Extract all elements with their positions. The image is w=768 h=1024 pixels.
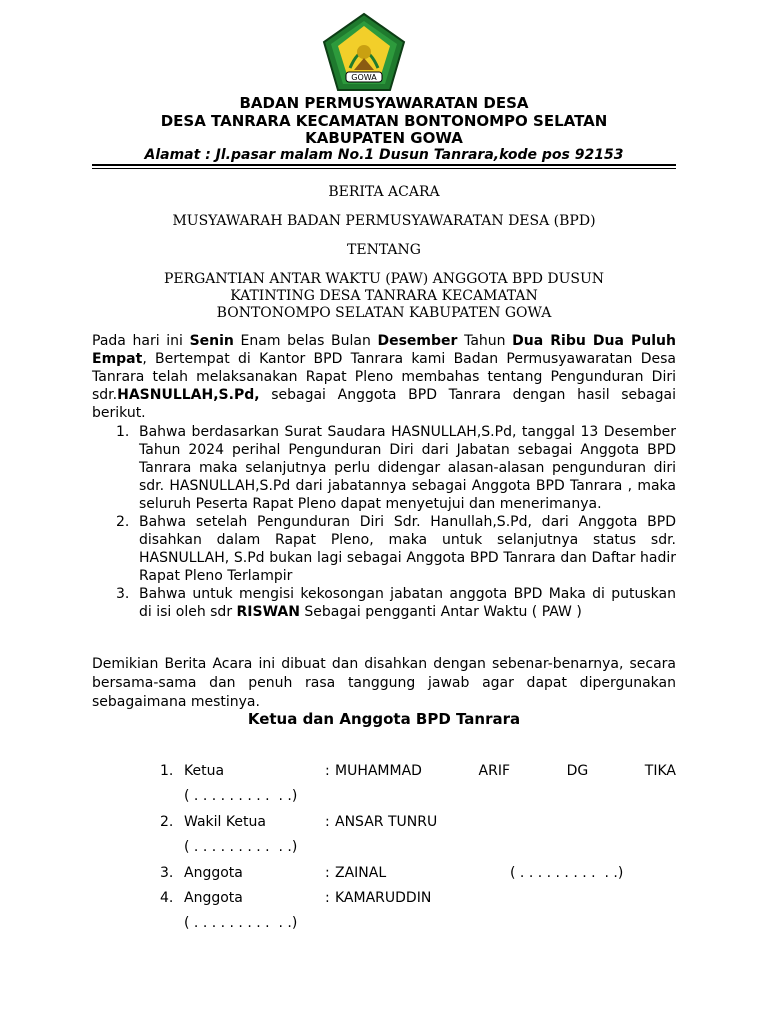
header-address: Alamat : Jl.pasar malam No.1 Dusun Tanrara,kode pos 92153: [144, 147, 624, 163]
signature-line: ( . . . . . . . . . . .): [184, 788, 298, 804]
name-part: TIKA: [644, 763, 676, 779]
decision-list: [92, 423, 676, 621]
doc-topic-line-1: PERGANTIAN ANTAR WAKTU (PAW) ANGGOTA BPD DUSUN: [163, 271, 605, 287]
header-line-2: DESA TANRARA KECAMATAN BONTONOMPO SELATAN: [160, 112, 608, 130]
signature-number: 4.: [160, 890, 174, 906]
header-line-1: BADAN PERMUSYAWARATAN DESA: [239, 94, 529, 112]
signature-colon: :: [325, 890, 330, 906]
signature-line: ( . . . . . . . . . . .): [184, 839, 298, 855]
list-item-number: 1.: [116, 424, 130, 440]
doc-title: BERITA ACARA: [328, 184, 440, 200]
name-part: MUHAMMAD: [335, 763, 422, 779]
signature-title: Ketua dan Anggota BPD Tanrara: [247, 710, 521, 728]
signature-role: Anggota: [184, 865, 243, 881]
intro-text-1: Pada hari ini: [92, 333, 190, 349]
intro-person: HASNULLAH,S.Pd,: [117, 387, 260, 403]
intro-paragraph: [92, 332, 676, 422]
list-item: [92, 513, 676, 585]
doc-tentang: TENTANG: [347, 242, 421, 258]
list-item-name: RISWAN: [236, 604, 300, 620]
signature-line: ( . . . . . . . . . . .): [510, 865, 624, 881]
name-part: ARIF: [478, 763, 511, 779]
intro-text-4: , Bertempat di Kantor BPD Tanrara kami Badan Permusyawaratan Desa Tanrara telah melaksanakan Rapat Pleno membahas tentang Pengunduran Diri sdr.: [92, 351, 676, 403]
logo-text: GOWA: [351, 73, 377, 82]
header-divider-thick: [92, 164, 676, 166]
intro-text-3: Tahun: [457, 333, 513, 349]
signature-colon: :: [325, 865, 330, 881]
name-part: DG: [566, 763, 589, 779]
list-item-text: Bahwa untuk mengisi kekosongan jabatan anggota BPD Maka di putuskan di isi oleh sdr: [139, 586, 676, 620]
gowa-emblem-logo: [320, 12, 408, 94]
signature-number: 3.: [160, 865, 174, 881]
signature-name: KAMARUDDIN: [335, 890, 432, 906]
signature-role: Wakil Ketua: [184, 814, 266, 830]
signature-number: 2.: [160, 814, 174, 830]
closing-paragraph: Demikian Berita Acara ini dibuat dan disahkan dengan sebenar-benarnya, secara bersama-sama dan penuh rasa tanggung jawab agar dapat dipergunakan sebagaimana mestinya.: [92, 656, 676, 710]
signature-number: 1.: [160, 763, 174, 779]
signature-line: ( . . . . . . . . . . .): [184, 915, 298, 931]
intro-text-5: sebagai Anggota BPD Tanrara dengan hasil sebagai berikut.: [92, 387, 676, 421]
signature-role: Anggota: [184, 890, 243, 906]
intro-text-2: Enam belas Bulan: [233, 333, 378, 349]
intro-month: Desember: [377, 333, 458, 349]
intro-year: Dua Ribu Dua Puluh Empat: [92, 333, 676, 367]
list-item-number: 3.: [116, 586, 130, 602]
list-item: [92, 423, 676, 513]
signature-colon: :: [325, 763, 330, 779]
doc-topic-line-3: BONTONOMPO SELATAN KABUPATEN GOWA: [216, 305, 552, 321]
signature-name: ZAINAL: [335, 865, 387, 881]
signature-name: [335, 762, 676, 780]
header-divider-thin: [92, 168, 676, 169]
signature-role: Ketua: [184, 763, 225, 779]
signature-name: ANSAR TUNRU: [335, 814, 438, 830]
signature-colon: :: [325, 814, 330, 830]
list-item-text: Bahwa berdasarkan Surat Saudara HASNULLAH,S.Pd, tanggal 13 Desember Tahun 2024 perihal Pengunduran Diri dari Jabatan sebagai Anggota BPD Tanrara maka selanjutnya perlu didengar alasan-alasan pengunduran diri sdr. HASNULLAH,S.Pd dari jabatannya sebagai Anggota BPD Tanrara , maka seluruh Peserta Rapat Pleno dapat menyetujui dan menerimanya.: [139, 424, 676, 512]
list-item-text: Sebagai pengganti Antar Waktu ( PAW ): [299, 604, 582, 620]
list-item-number: 2.: [116, 514, 130, 530]
intro-day: Senin: [189, 333, 234, 349]
list-item: [92, 585, 676, 621]
header-line-3: KABUPATEN GOWA: [305, 129, 463, 147]
doc-subtitle: MUSYAWARAH BADAN PERMUSYAWARATAN DESA (BPD): [172, 213, 596, 229]
list-item-text: Bahwa setelah Pengunduran Diri Sdr. Hanullah,S.Pd, dari Anggota BPD disahkan dalam Rapat Pleno, maka untuk selanjutnya status sdr. HASNULLAH, S.Pd bukan lagi sebagai Anggota BPD Tanrara dan Daftar hadir Rapat Pleno Terlampir: [139, 514, 676, 584]
doc-topic-line-2: KATINTING DESA TANRARA KECAMATAN: [230, 288, 538, 304]
